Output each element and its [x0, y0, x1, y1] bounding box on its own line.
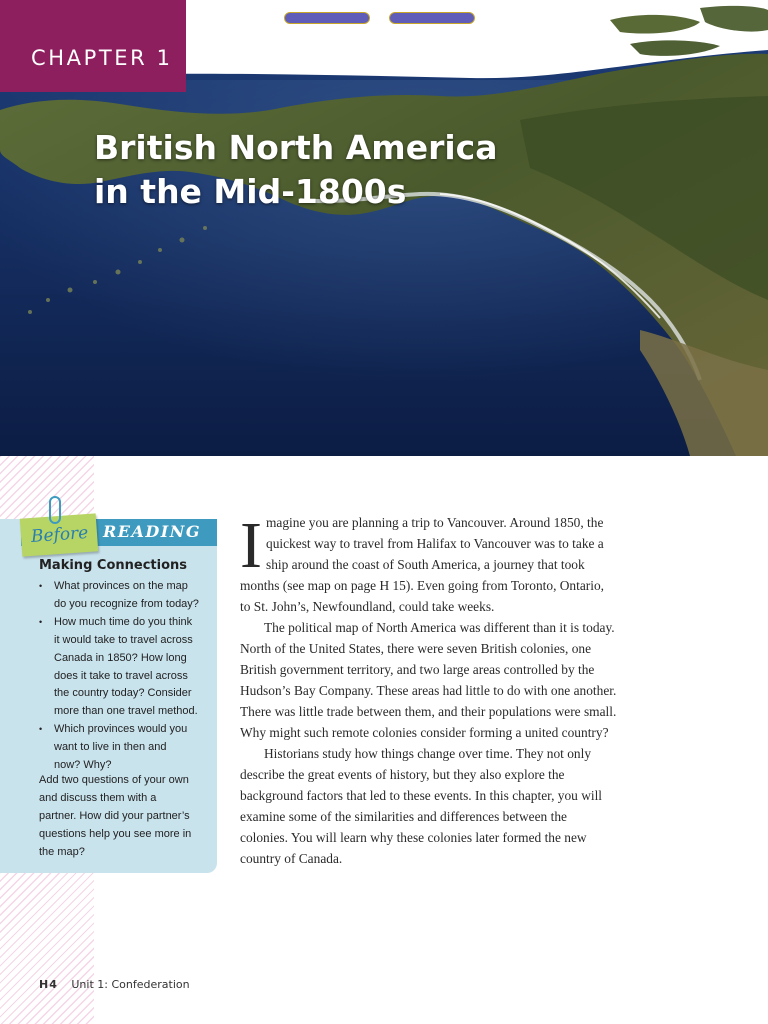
sidebar-bullet-line: does it take to travel across: [54, 669, 188, 682]
sidebar-bullet-line: want to live in then and: [54, 741, 167, 754]
body-line: Why might such remote colonies consider forming a united country?: [240, 725, 609, 740]
body-line: background factors that led to these events. In this chapter, you will: [240, 788, 603, 803]
nav-pill-left[interactable]: [284, 12, 370, 24]
sidebar-bullet-line: • How much time do you think: [54, 615, 193, 628]
sidebar-bullet-item: [39, 614, 211, 721]
body-line: magine you are planning a trip to Vancouver. Around 1850, the: [266, 515, 604, 530]
body-line: describe the great events of history, but they also explore the: [240, 767, 565, 782]
body-line: quickest way to travel from Halifax to Vancouver was to take a: [266, 536, 604, 551]
chapter-label: CHAPTER 1: [31, 46, 173, 70]
page-number: H4: [39, 978, 58, 991]
sidebar-bullet-line: now? Why?: [54, 759, 112, 772]
sidebar-bullet-list: [39, 578, 211, 775]
sidebar-bullet-line: do you recognize from today?: [54, 597, 199, 610]
sidebar-closing-line: the map?: [39, 845, 85, 858]
body-line: Historians study how things change over time. They not only: [264, 746, 592, 761]
body-line: months (see map on page H 15). Even going from Toronto, Ontario,: [240, 578, 605, 593]
sidebar-closing-line: partner. How did your partner’s: [39, 809, 190, 822]
body-line: country of Canada.: [240, 851, 343, 866]
body-line: Hudson’s Bay Company. These areas had little to do with one another.: [240, 683, 617, 698]
body-line: The political map of North America was different than it is today.: [264, 620, 615, 635]
nav-pill-right[interactable]: [389, 12, 475, 24]
reading-label: READING: [103, 522, 202, 541]
sidebar-closing-paragraph: [39, 772, 211, 862]
page-title: [94, 126, 498, 214]
title-line-2: in the Mid-1800s: [94, 172, 407, 211]
sidebar-bullet-line: Canada in 1850? How long: [54, 651, 187, 664]
unit-label: Unit 1: Confederation: [71, 978, 190, 991]
drop-cap: I: [240, 509, 262, 582]
sidebar-closing-line: Add two questions of your own: [39, 774, 189, 786]
sidebar-bullet-line: • Which provinces would you: [54, 723, 188, 736]
sidebar-closing-line: and discuss them with a: [39, 791, 157, 804]
paperclip-icon: [49, 496, 61, 524]
body-text: [240, 509, 692, 869]
body-line: ship around the coast of South America, a journey that took: [266, 557, 585, 572]
title-line-1: British North America: [94, 128, 498, 167]
body-line: There was little trade between them, and their populations were small.: [240, 704, 617, 719]
chapter-tab: [0, 0, 186, 92]
body-line: to St. John’s, Newfoundland, could take weeks.: [240, 599, 495, 614]
sidebar-closing-line: questions help you see more in: [39, 827, 192, 840]
body-line: colonies. You will learn why these colonies later formed the new: [240, 830, 587, 845]
sidebar-bullet-item: [39, 578, 211, 614]
page-footer: [39, 978, 190, 991]
body-line: North of the United States, there were seven British colonies, one: [240, 641, 592, 656]
sidebar-heading: Making Connections: [39, 558, 187, 573]
body-line: British government territory, and two large areas controlled by the: [240, 662, 595, 677]
sidebar-bullet-line: the country today? Consider: [54, 687, 192, 700]
sidebar-bullet-item: [39, 721, 211, 775]
sidebar-bullet-line: it would take to travel across: [54, 633, 193, 646]
body-line: examine some of the similarities and differences between the: [240, 809, 567, 824]
before-label: Before: [30, 522, 89, 547]
hero-satellite-image: [0, 0, 768, 456]
sidebar-bullet-line: • What provinces on the map: [54, 580, 188, 592]
sidebar-bullet-line: more than one travel method.: [54, 705, 198, 718]
